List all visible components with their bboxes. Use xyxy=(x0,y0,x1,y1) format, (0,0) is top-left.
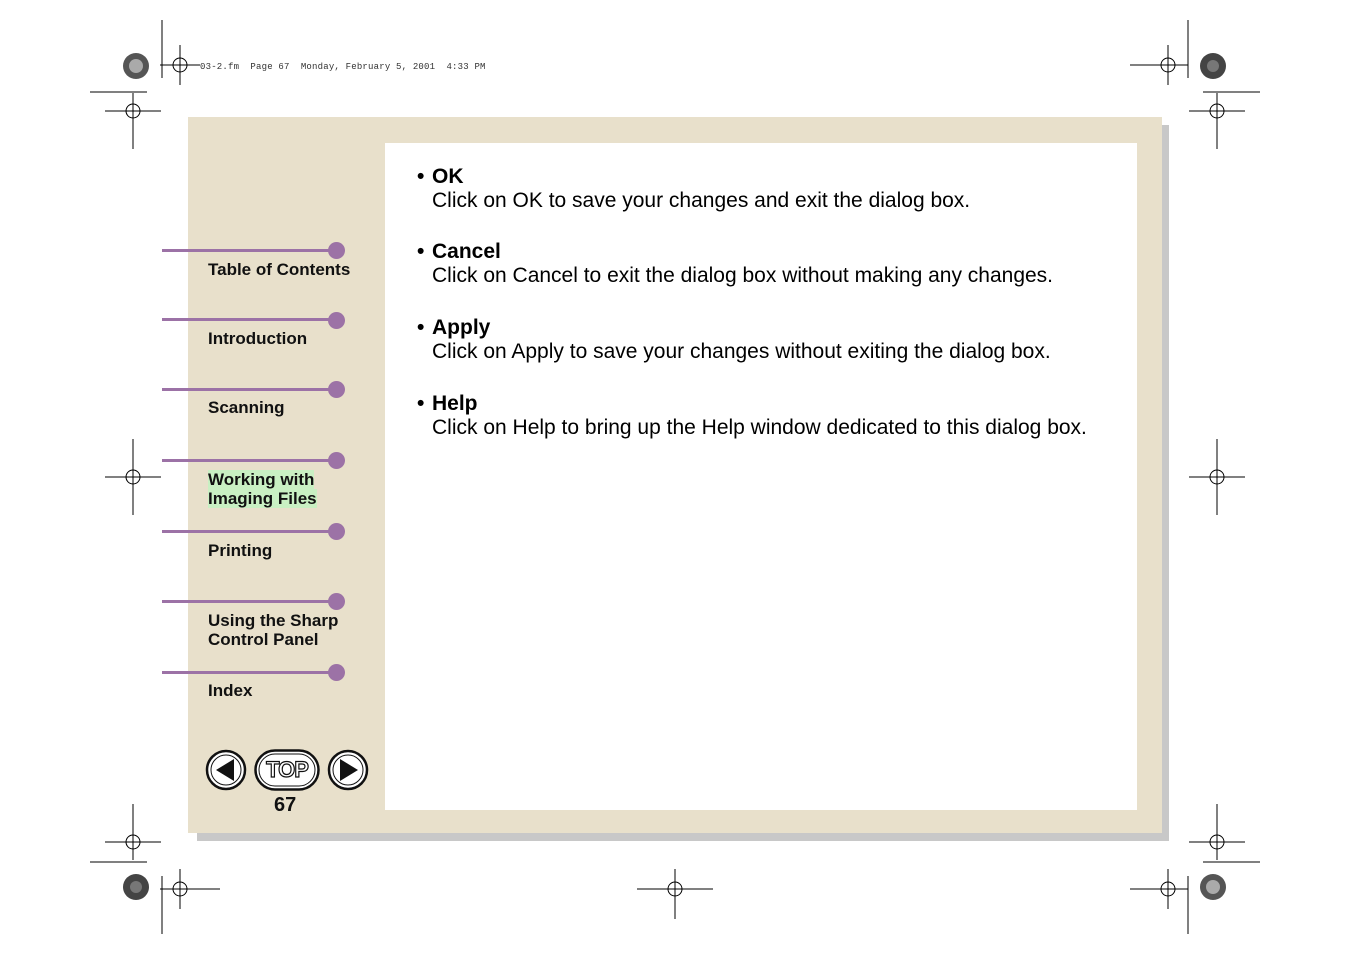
entry-ok xyxy=(417,165,1122,213)
entry-description: Click on Help to bring up the Help window dedicated to this dialog box. xyxy=(432,416,1087,439)
top-button-label: TOP xyxy=(266,757,308,782)
nav-rule xyxy=(162,600,337,603)
nav-dot-icon xyxy=(328,452,345,469)
sidebar-item-scanning[interactable]: Scanning xyxy=(208,398,285,417)
sidebar-item-index[interactable]: Index xyxy=(208,681,253,700)
page-number: 67 xyxy=(274,794,297,816)
sidebar-item-label: Working with xyxy=(208,470,315,489)
print-header-info: 03-2.fm Page 67 Monday, February 5, 2001 4:33 PM xyxy=(200,62,486,72)
entry-help xyxy=(417,392,1092,440)
nav-rule xyxy=(162,671,337,674)
nav-dot-icon xyxy=(328,523,345,540)
nav-rule xyxy=(162,530,337,533)
bullet: • xyxy=(417,316,425,339)
entry-title xyxy=(417,316,1122,340)
entry-description: Click on Cancel to exit the dialog box without making any changes. xyxy=(432,264,1054,287)
next-page-button[interactable] xyxy=(327,749,369,791)
entry-title xyxy=(417,392,1092,416)
entry-description: Click on OK to save your changes and exit the dialog box. xyxy=(432,189,971,212)
bullet: • xyxy=(417,240,425,263)
sidebar-item-using-sharp-control-panel[interactable] xyxy=(208,611,338,649)
nav-dot-icon xyxy=(328,381,345,398)
entry-apply xyxy=(417,316,1122,364)
sidebar-item-printing[interactable]: Printing xyxy=(208,541,273,560)
bullet: • xyxy=(417,165,425,188)
nav-dot-icon xyxy=(328,242,345,259)
entry-cancel xyxy=(417,240,1122,288)
sidebar-item-label: Control Panel xyxy=(208,630,319,649)
entry-title-text: OK xyxy=(432,165,464,188)
top-button[interactable] xyxy=(254,749,320,791)
bullet: • xyxy=(417,392,425,415)
sidebar-item-introduction[interactable]: Introduction xyxy=(208,329,308,348)
entry-title-text: Apply xyxy=(432,316,491,339)
sidebar-item-working-with-imaging-files[interactable] xyxy=(208,470,317,508)
entry-title-text: Help xyxy=(432,392,478,415)
entry-title xyxy=(417,165,1122,189)
prev-page-button[interactable] xyxy=(205,749,247,791)
entry-title xyxy=(417,240,1122,264)
nav-rule xyxy=(162,318,337,321)
content-area xyxy=(385,143,1137,810)
nav-dot-icon xyxy=(328,312,345,329)
nav-rule xyxy=(162,459,337,462)
entry-description: Click on Apply to save your changes without exiting the dialog box. xyxy=(432,340,1051,363)
nav-dot-icon xyxy=(328,593,345,610)
nav-rule xyxy=(162,249,337,252)
entry-title-text: Cancel xyxy=(432,240,501,263)
nav-rule xyxy=(162,388,337,391)
sidebar-item-label: Using the Sharp xyxy=(208,611,339,630)
sidebar-item-label: Imaging Files xyxy=(208,489,317,508)
nav-dot-icon xyxy=(328,664,345,681)
sidebar-item-table-of-contents[interactable]: Table of Contents xyxy=(208,260,351,279)
